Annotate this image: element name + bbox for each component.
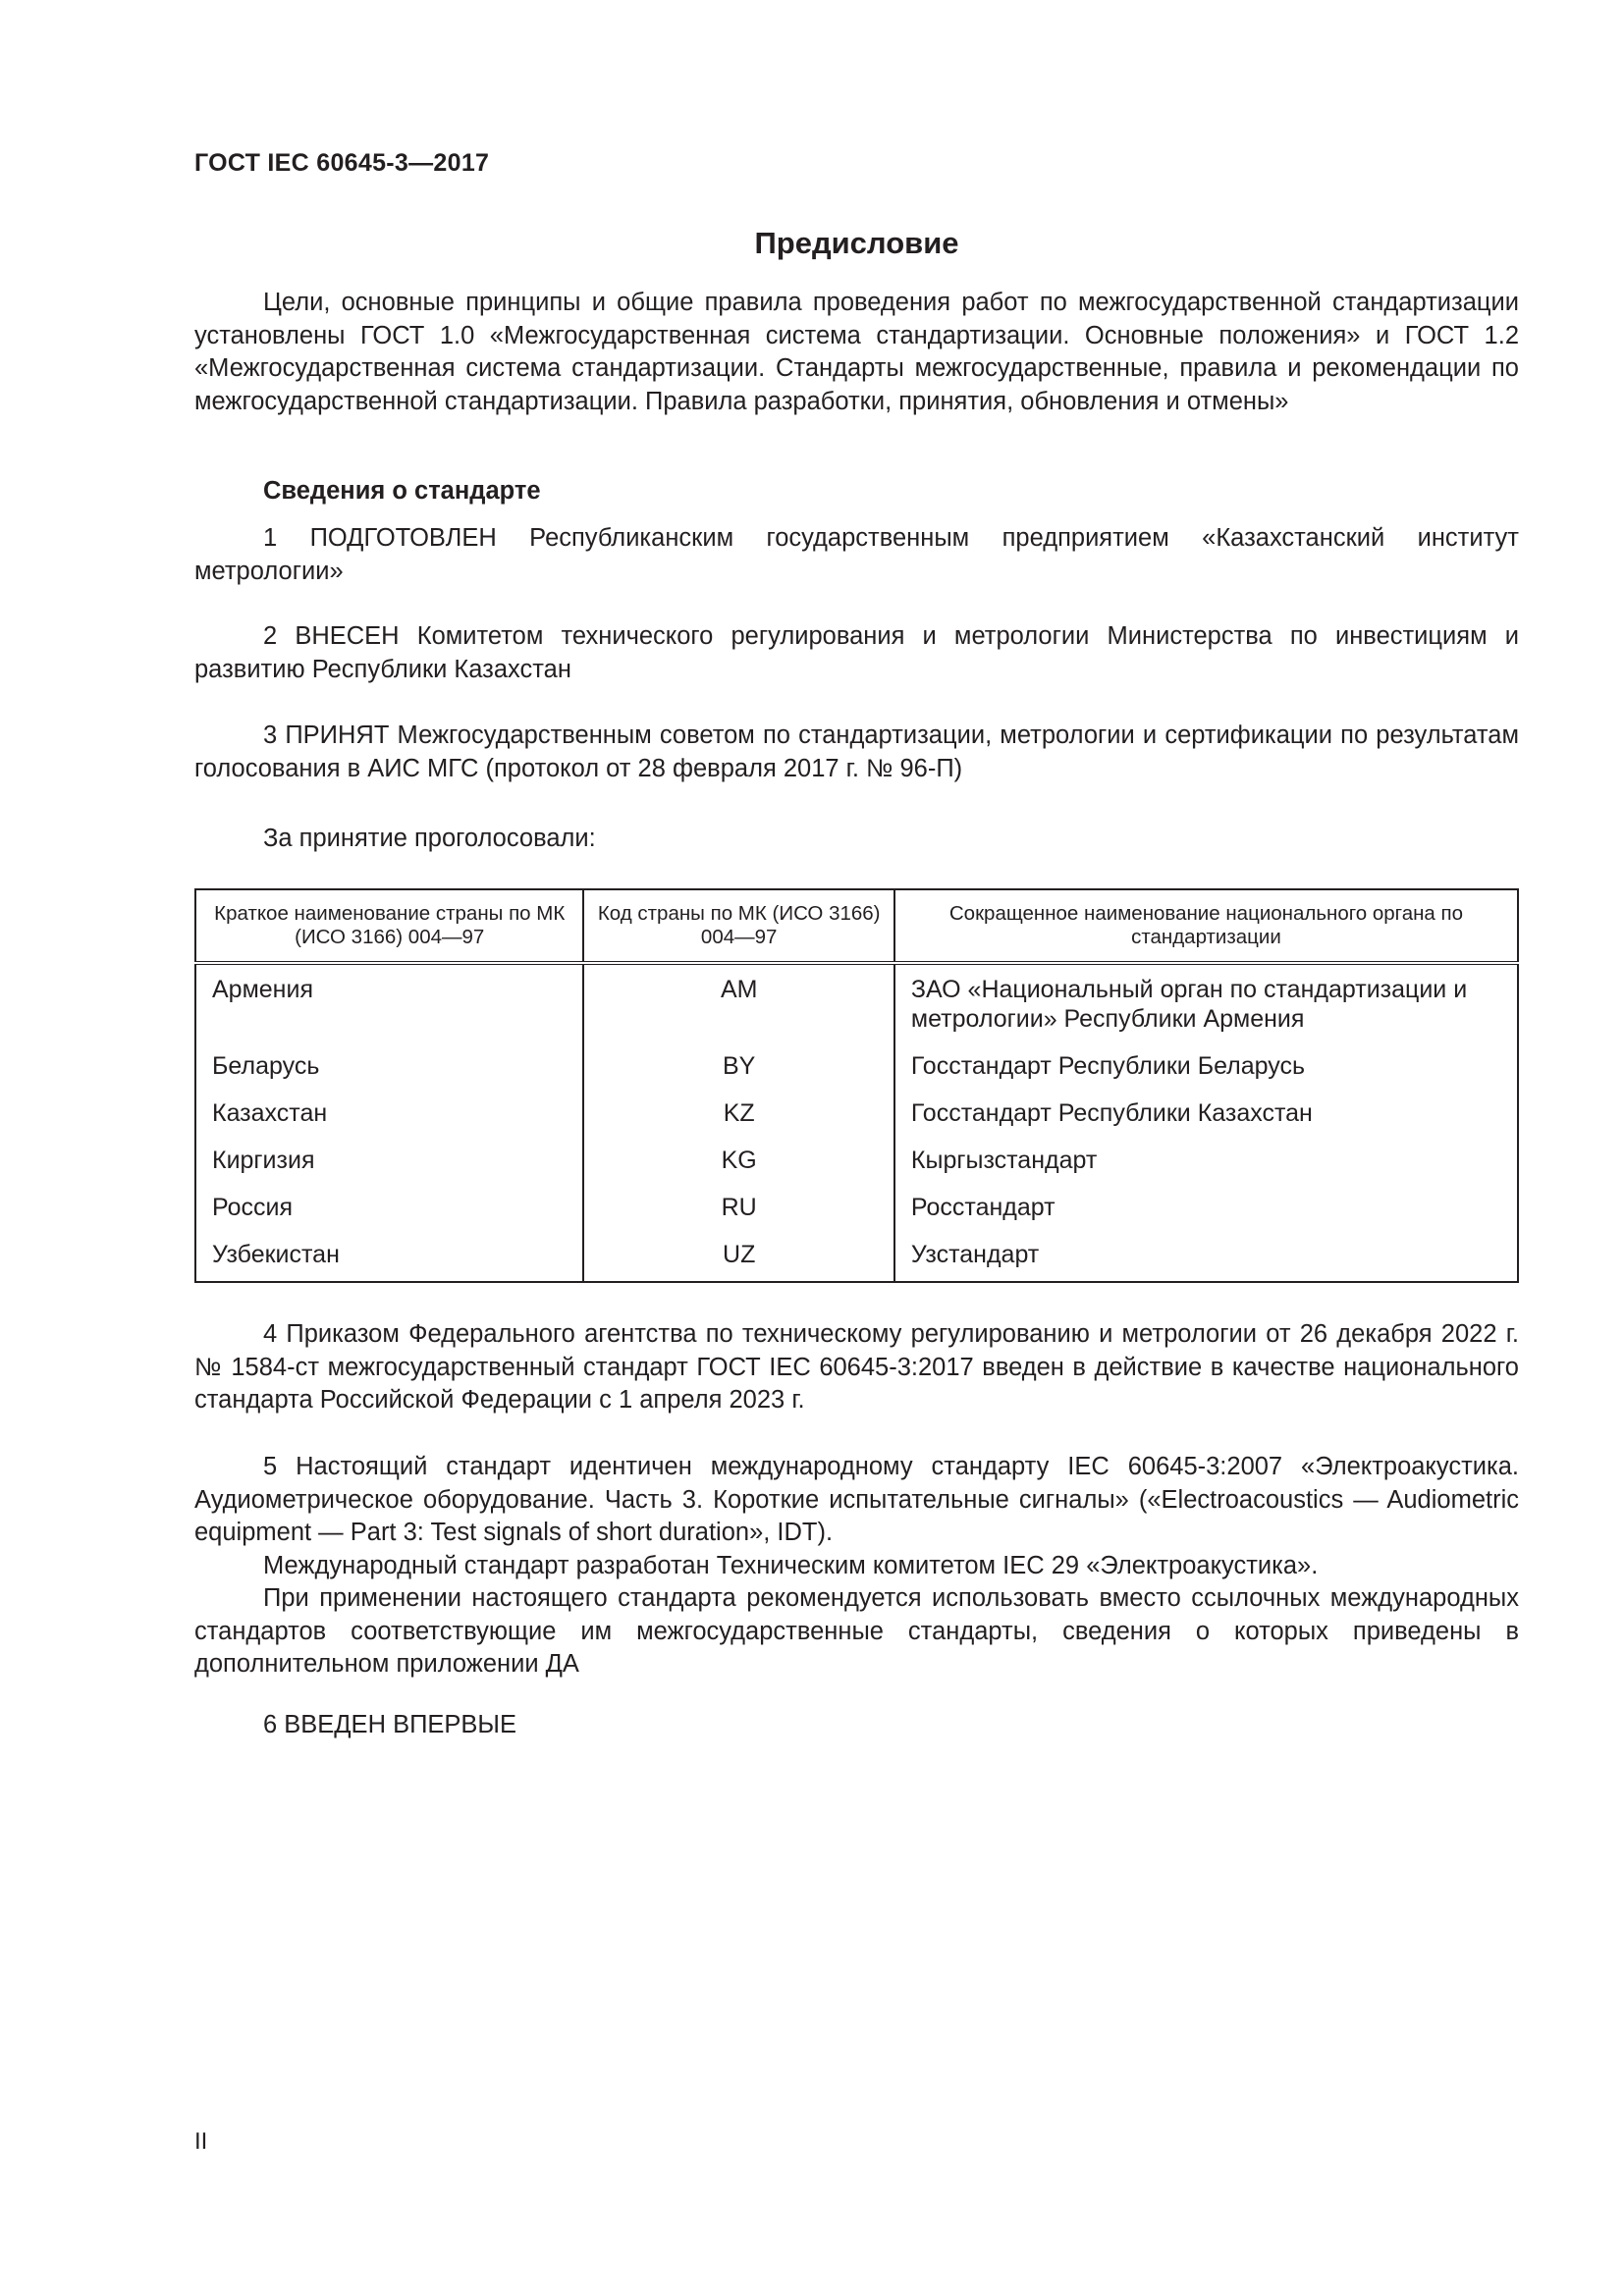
cell-body: Госстандарт Республики Казахстан	[894, 1081, 1518, 1128]
table-row	[195, 1222, 1518, 1282]
header-code: Код страны по МК (ИСО 3166) 004—97	[583, 889, 893, 963]
document-code: ГОСТ IEC 60645-3—2017	[194, 149, 490, 177]
voting-table	[194, 888, 1519, 1283]
item-1-text: 1 ПОДГОТОВЛЕН Республиканским государственным предприятием «Казахстанский институт метрологии»	[194, 524, 1519, 585]
item-3	[194, 720, 1519, 785]
item-3-text: 3 ПРИНЯТ Межгосударственным советом по стандартизации, метрологии и сертификации по результатам голосования в АИС МГС (протокол от 28 февраля 2017 г. № 96-П)	[194, 721, 1519, 782]
table-row	[195, 1128, 1518, 1175]
vote-label: За принятие проголосовали:	[263, 825, 596, 852]
page-title: Предисловие	[754, 226, 959, 260]
cell-country: Казахстан	[195, 1081, 583, 1128]
intro-text: Цели, основные принципы и общие правила проведения работ по межгосударственной стандартизации установлены ГОСТ 1.0 «Межгосударственная система стандартизации. Основные положения» и ГОСТ 1.2 «Межгосударственная система стандартизации. Стандарты межгосударственные, правила и рекомендации по межгосударственной стандартизации. Правила разработки, принятия, обновления и отмены»	[194, 289, 1519, 415]
item-2-text: 2 ВНЕСЕН Комитетом технического регулирования и метрологии Министерства по инвестициям и развитию Республики Казахстан	[194, 622, 1519, 683]
table-row	[195, 1081, 1518, 1128]
item-1	[194, 522, 1519, 588]
item-5	[194, 1451, 1519, 1682]
header-body: Сокращенное наименование национального органа по стандартизации	[894, 889, 1518, 963]
cell-code: RU	[583, 1175, 893, 1222]
cell-country: Беларусь	[195, 1034, 583, 1081]
cell-code: BY	[583, 1034, 893, 1081]
cell-body: ЗАО «Национальный орган по стандартизации и метрологии» Республики Армения	[894, 963, 1518, 1034]
section-heading: Сведения о стандарте	[263, 477, 541, 505]
item-5-committee: Международный стандарт разработан Техническим комитетом IEC 29 «Электроакустика».	[263, 1551, 1319, 1579]
item-5-text: 5 Настоящий стандарт идентичен международному стандарту IEC 60645-3:2007 «Электроакустика. Аудиометрическое оборудование. Часть 3. Короткие испытательные сигналы» («Electroacoustics — Audiometric equipment — Part 3: Test signals of short duration», IDT).	[194, 1453, 1519, 1546]
intro-paragraph	[194, 287, 1519, 418]
item-4-text: 4 Приказом Федерального агентства по техническому регулированию и метрологии от 26 декабря 2022 г. № 1584-ст межгосударственный стандарт ГОСТ IEC 60645-3:2017 введен в действие в качестве национального стандарта Российской Федерации с 1 апреля 2023 г.	[194, 1320, 1519, 1414]
cell-code: AM	[583, 963, 893, 1034]
item-6: 6 ВВЕДЕН ВПЕРВЫЕ	[263, 1711, 517, 1738]
table-header-row	[195, 889, 1518, 963]
cell-code: KG	[583, 1128, 893, 1175]
cell-country: Армения	[195, 963, 583, 1034]
table-row	[195, 1034, 1518, 1081]
cell-country: Россия	[195, 1175, 583, 1222]
page-number: II	[194, 2128, 208, 2155]
cell-body: Росстандарт	[894, 1175, 1518, 1222]
cell-body: Кыргызстандарт	[894, 1128, 1518, 1175]
header-country: Краткое наименование страны по МК (ИСО 3166) 004—97	[195, 889, 583, 963]
item-2	[194, 620, 1519, 686]
cell-body: Узстандарт	[894, 1222, 1518, 1282]
item-5-application: При применении настоящего стандарта рекомендуется использовать вместо ссылочных международных стандартов соответствующие им межгосударственные стандарты, сведения о которых приведены в дополнительном приложении ДА	[194, 1584, 1519, 1678]
item-4	[194, 1318, 1519, 1417]
cell-code: UZ	[583, 1222, 893, 1282]
table-row	[195, 1175, 1518, 1222]
cell-country: Узбекистан	[195, 1222, 583, 1282]
cell-body: Госстандарт Республики Беларусь	[894, 1034, 1518, 1081]
cell-country: Киргизия	[195, 1128, 583, 1175]
table-row	[195, 963, 1518, 1034]
cell-code: KZ	[583, 1081, 893, 1128]
